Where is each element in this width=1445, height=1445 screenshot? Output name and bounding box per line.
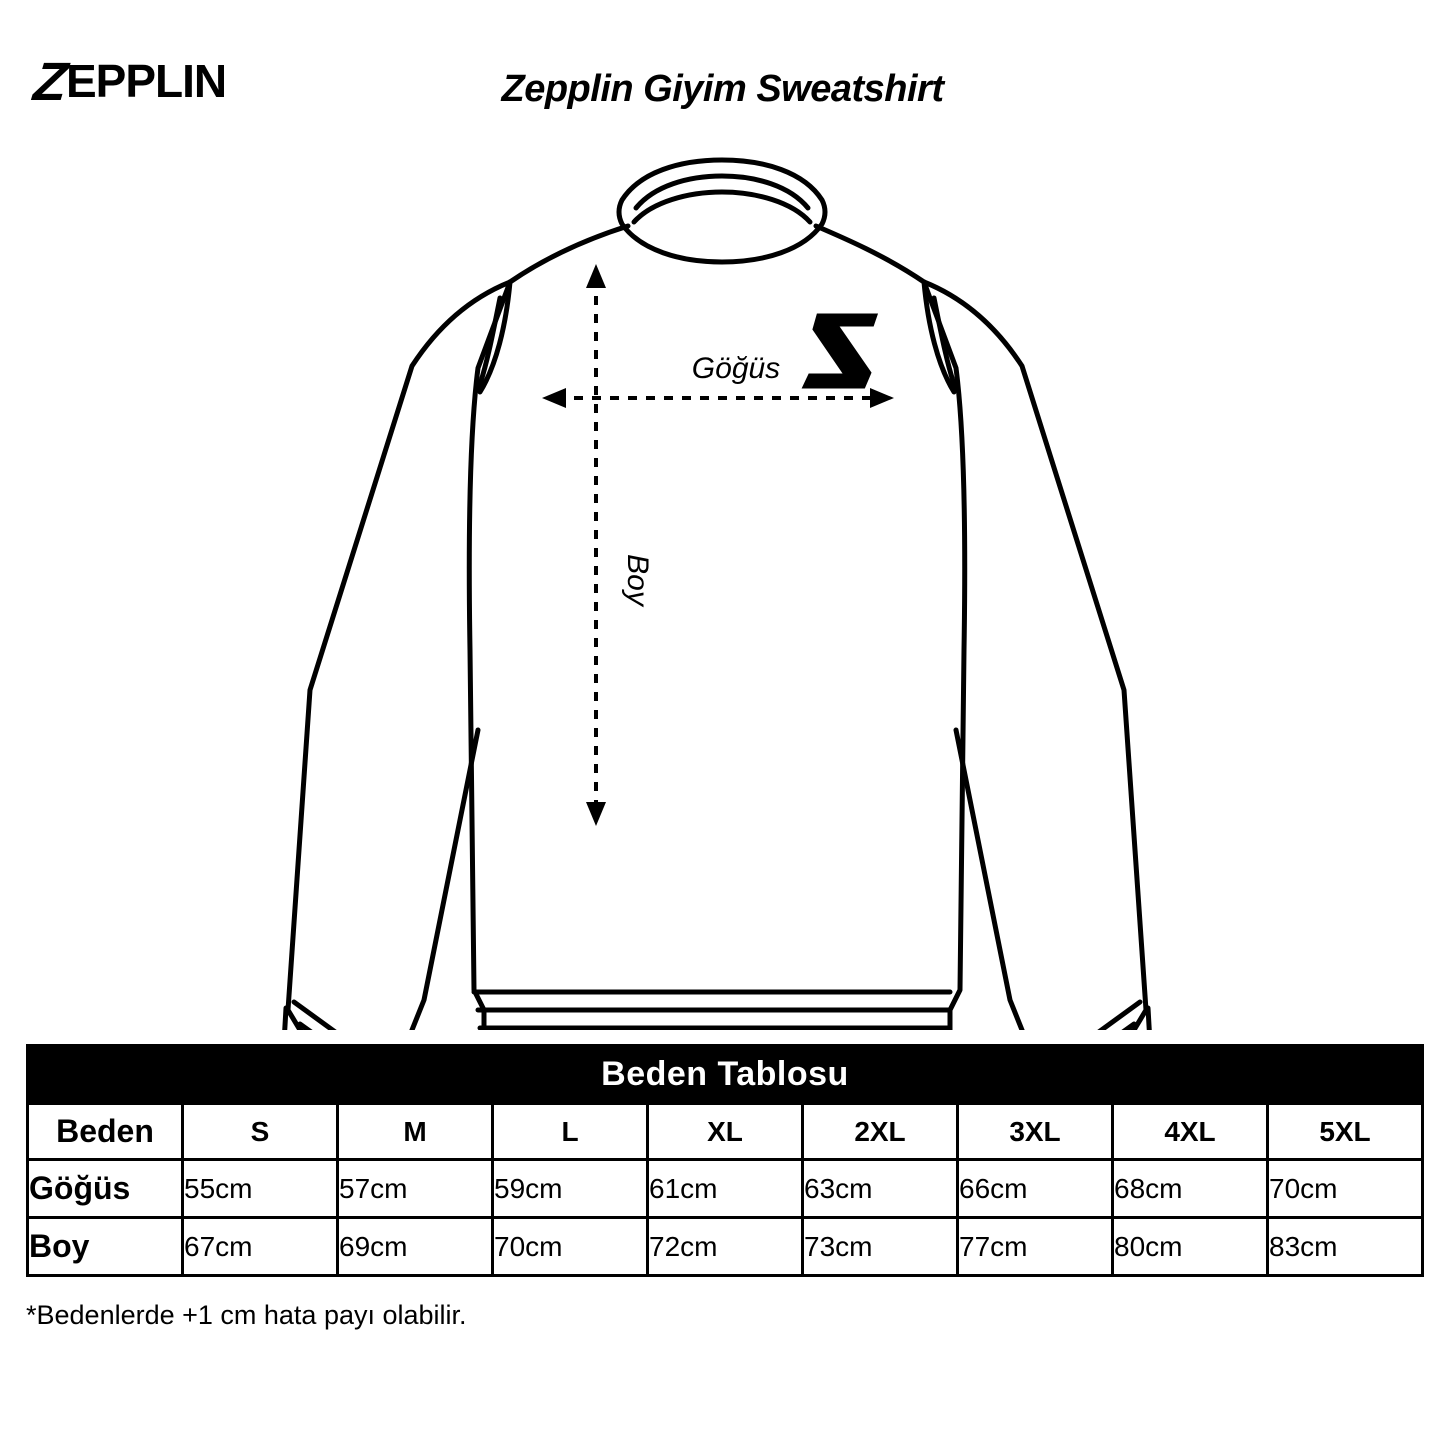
cell-gogus-l: 59cm — [493, 1160, 648, 1218]
cell-boy-2xl: 73cm — [803, 1218, 958, 1276]
footnote: *Bedenlerde +1 cm hata payı olabilir. — [26, 1300, 467, 1330]
header-size-4xl: 4XL — [1113, 1104, 1268, 1160]
size-table-title: Beden Tablosu — [28, 1046, 1423, 1104]
header-size-5xl: 5XL — [1268, 1104, 1423, 1160]
table-row — [28, 1218, 1423, 1276]
cell-gogus-3xl: 66cm — [958, 1160, 1113, 1218]
chest-measure-label: Göğüs — [691, 352, 781, 385]
cell-gogus-4xl: 68cm — [1113, 1160, 1268, 1218]
cell-boy-m: 69cm — [338, 1218, 493, 1276]
sweatshirt-illustration — [0, 130, 1445, 1030]
header-size-2xl: 2XL — [803, 1104, 958, 1160]
page-title — [0, 68, 1445, 111]
table-title-row — [28, 1046, 1423, 1104]
page-header — [0, 0, 1445, 140]
cell-gogus-2xl: 63cm — [803, 1160, 958, 1218]
header-beden: Beden — [28, 1104, 183, 1160]
table-row — [28, 1160, 1423, 1218]
brand-logo-text: EPPLIN — [66, 55, 227, 107]
cell-boy-5xl: 83cm — [1268, 1218, 1423, 1276]
cell-boy-l: 70cm — [493, 1218, 648, 1276]
header-size-m: M — [338, 1104, 493, 1160]
row-label-boy: Boy — [28, 1218, 183, 1276]
cell-boy-s: 67cm — [183, 1218, 338, 1276]
cell-gogus-5xl: 70cm — [1268, 1160, 1423, 1218]
cell-gogus-m: 57cm — [338, 1160, 493, 1218]
header-size-3xl: 3XL — [958, 1104, 1113, 1160]
header-size-l: L — [493, 1104, 648, 1160]
length-measure-label: Boy — [621, 554, 654, 606]
cell-boy-xl: 72cm — [648, 1218, 803, 1276]
cell-gogus-s: 55cm — [183, 1160, 338, 1218]
table-header-row — [28, 1104, 1423, 1160]
header-size-s: S — [183, 1104, 338, 1160]
size-table — [26, 1044, 1424, 1277]
cell-boy-3xl: 77cm — [958, 1218, 1113, 1276]
page-title-light: Zepplin Giyim — [501, 68, 757, 110]
row-label-gogus: Göğüs — [28, 1160, 183, 1218]
size-table-wrapper — [26, 1044, 1424, 1277]
brand-logo-z-mark: Z — [30, 52, 70, 112]
chest-logo-z — [804, 315, 878, 387]
cell-gogus-xl: 61cm — [648, 1160, 803, 1218]
page-title-bold: Sweatshirt — [756, 68, 944, 110]
cell-boy-4xl: 80cm — [1113, 1218, 1268, 1276]
header-size-xl: XL — [648, 1104, 803, 1160]
